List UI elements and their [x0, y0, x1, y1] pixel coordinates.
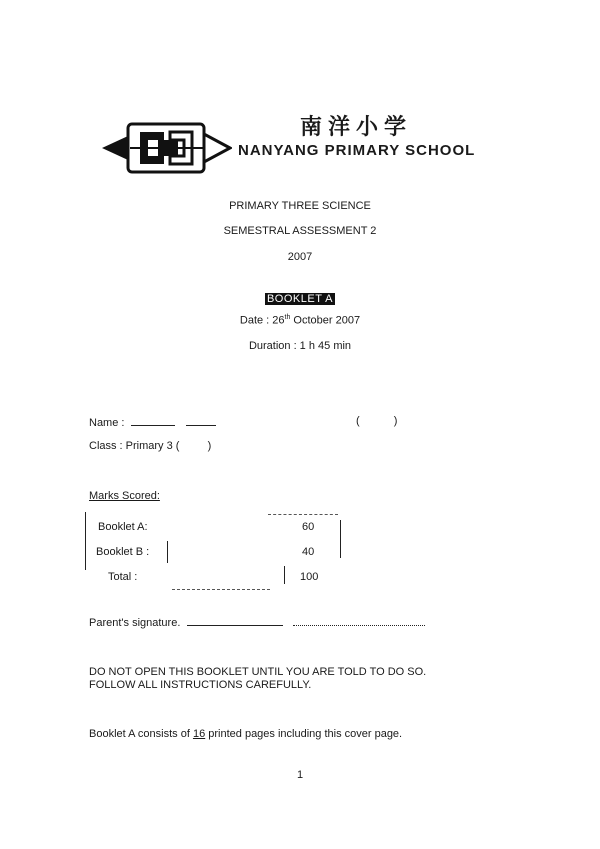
booklet-badge: BOOKLET A: [266, 293, 334, 305]
class-label: Class : Primary 3 (: [89, 440, 180, 452]
page-count-note: [89, 728, 402, 740]
marks-row-booklet-b-max: 40: [302, 546, 315, 558]
total-divider: [284, 566, 285, 584]
booklet-b-score-box: [167, 541, 168, 563]
marks-row-booklet-a-max: 60: [302, 521, 315, 533]
marks-row-total-max: 100: [300, 571, 319, 583]
class-row: [89, 440, 211, 452]
date-suffix: October 2007: [290, 314, 361, 327]
subject-title: PRIMARY THREE SCIENCE: [229, 200, 371, 212]
index-bracket: [356, 415, 397, 427]
total-underline: [172, 589, 270, 590]
school-name: NANYANG PRIMARY SCHOOL: [238, 142, 476, 159]
marks-row-total-label: Total :: [108, 571, 138, 583]
marks-top-dash: [268, 514, 338, 515]
booklet-label-wrap: [0, 289, 600, 307]
signature-field-2[interactable]: [293, 615, 425, 626]
index-close: ): [393, 415, 398, 427]
instruction-line-2: FOLLOW ALL INSTRUCTIONS CAREFULLY.: [89, 679, 312, 691]
page-count-value: 16: [192, 728, 206, 740]
page-count-suffix: printed pages including this cover page.: [205, 728, 403, 740]
signature-row: [89, 615, 449, 629]
date-sup: th: [284, 314, 291, 321]
exam-date: [0, 314, 600, 327]
page-number: 1: [296, 769, 304, 781]
school-name-chinese: 南洋小学: [300, 114, 413, 140]
page-count-prefix: Booklet A consists of: [89, 728, 193, 740]
exam-duration: Duration : 1 h 45 min: [248, 340, 352, 352]
marks-box-left-edge: [85, 512, 86, 570]
signature-label: Parent's signature.: [89, 617, 181, 629]
name-field[interactable]: [131, 415, 175, 426]
name-label: Name :: [89, 417, 125, 429]
marks-row-booklet-b-label: Booklet B :: [96, 546, 150, 558]
name-field-2[interactable]: [186, 415, 216, 426]
marks-box-right-edge: [340, 520, 341, 558]
instruction-line-1: DO NOT OPEN THIS BOOKLET UNTIL YOU ARE TOLD TO DO SO.: [89, 666, 427, 678]
school-logo: [100, 118, 232, 178]
exam-year: 2007: [287, 251, 313, 263]
signature-field[interactable]: [187, 615, 283, 626]
date-prefix: Date : 26: [239, 314, 285, 327]
index-open: (: [356, 415, 360, 427]
class-close: ): [207, 440, 212, 452]
marks-title: Marks Scored:: [89, 490, 160, 502]
assessment-title: SEMESTRAL ASSESSMENT 2: [223, 225, 377, 237]
marks-row-booklet-a-label: Booklet A:: [98, 521, 148, 533]
